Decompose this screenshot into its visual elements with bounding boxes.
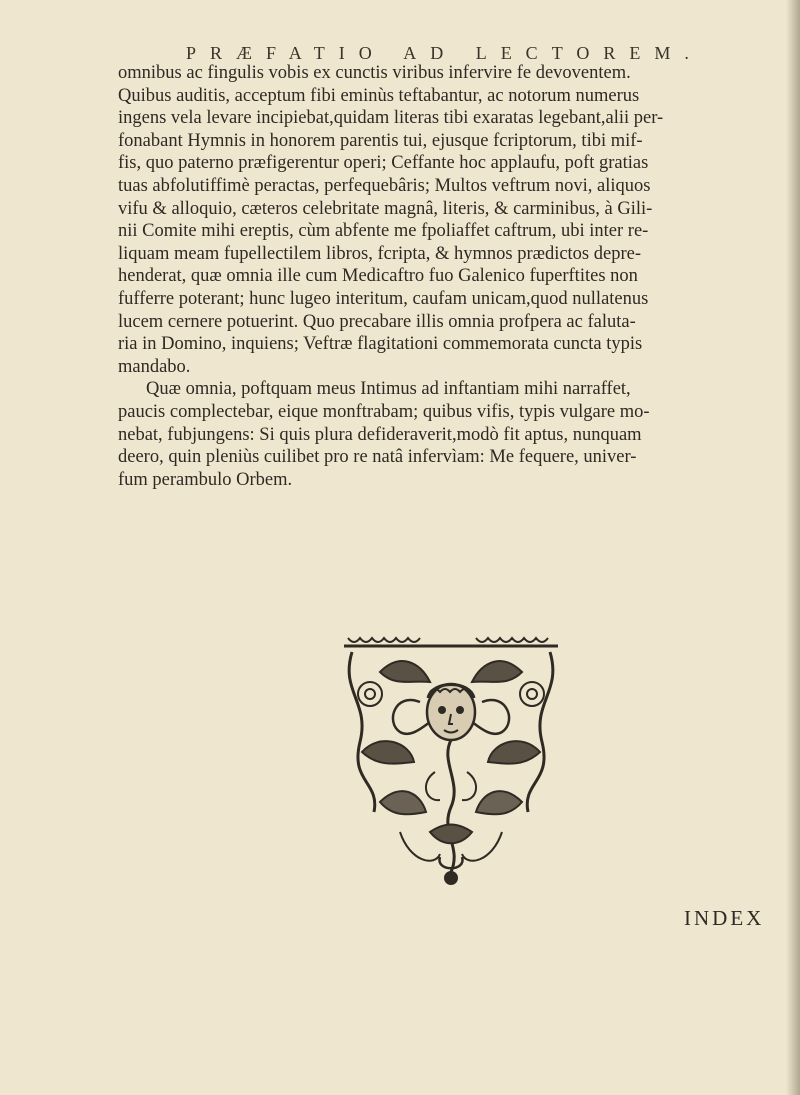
cherub-head-tailpiece-icon <box>340 632 562 887</box>
text-line: nii Comite mihi ereptis, cùm abfente me fpoliaffet caftrum, ubi inter re- <box>118 221 649 242</box>
text-line: ingens vela levare incipiebat,quidam literas tibi exaratas legebant,alii per- <box>118 108 664 129</box>
text-line: fonabant Hymnis in honorem parentis tui, ejusque fcriptorum, tibi mif- <box>118 130 643 151</box>
text-line: liquam meam fupellectilem libros, fcripta, & hymnos prædictos depre- <box>118 243 642 264</box>
text-line: tuas abfolutiffimè peractas, perfequebâris; Multos veftrum novi, aliquos <box>118 175 651 196</box>
text-line: Quibus auditis, acceptum fibi eminùs teftabantur, ac notorum numerus <box>118 85 640 106</box>
text-line: fis, quo paterno præfigerentur operi; Ceffante hoc applaufu, poft gratias <box>118 153 649 174</box>
text-line: henderat, quæ omnia ille cum Medicaftro fuo Galenico fuperftites non <box>118 266 638 287</box>
page-edge-shadow <box>786 0 800 1095</box>
text-line: omnibus ac fingulis vobis ex cunctis viribus infervire fe devoventem. <box>118 63 631 83</box>
text-line: lucem cernere potuerint. Quo precabare illis omnia profpera ac faluta- <box>118 311 636 332</box>
text-line: mandabo. <box>118 356 191 377</box>
running-head: PRÆFATIO AD LECTOREM. <box>186 43 703 63</box>
text-line: vifu & alloquio, cæteros celebritate magnâ, literis, & carminibus, à Gili- <box>118 198 653 219</box>
text-line: Quæ omnia, poftquam meus Intimus ad inftantiam mihi narraffet, <box>146 379 631 400</box>
text-line: paucis complectebar, eique monftrabam; quibus vifis, typis vulgare mo- <box>118 401 650 422</box>
text-line: nebat, fubjungens: Si quis plura defideraverit,modò fit aptus, nunquam <box>118 424 642 445</box>
catchword: INDEX <box>684 906 765 930</box>
text-line: ria in Domino, inquiens; Veftræ flagitationi commemorata cuncta typis <box>118 334 643 355</box>
preface-text <box>118 62 780 491</box>
text-line: deero, quin pleniùs cuilibet pro re natâ infervìam: Me fequere, univer- <box>118 447 637 468</box>
text-line: fum perambulo Orbem. <box>118 469 293 490</box>
text-line: fufferre poterant; hunc lugeo interitum, caufam unicam,quod nullatenus <box>118 288 649 309</box>
